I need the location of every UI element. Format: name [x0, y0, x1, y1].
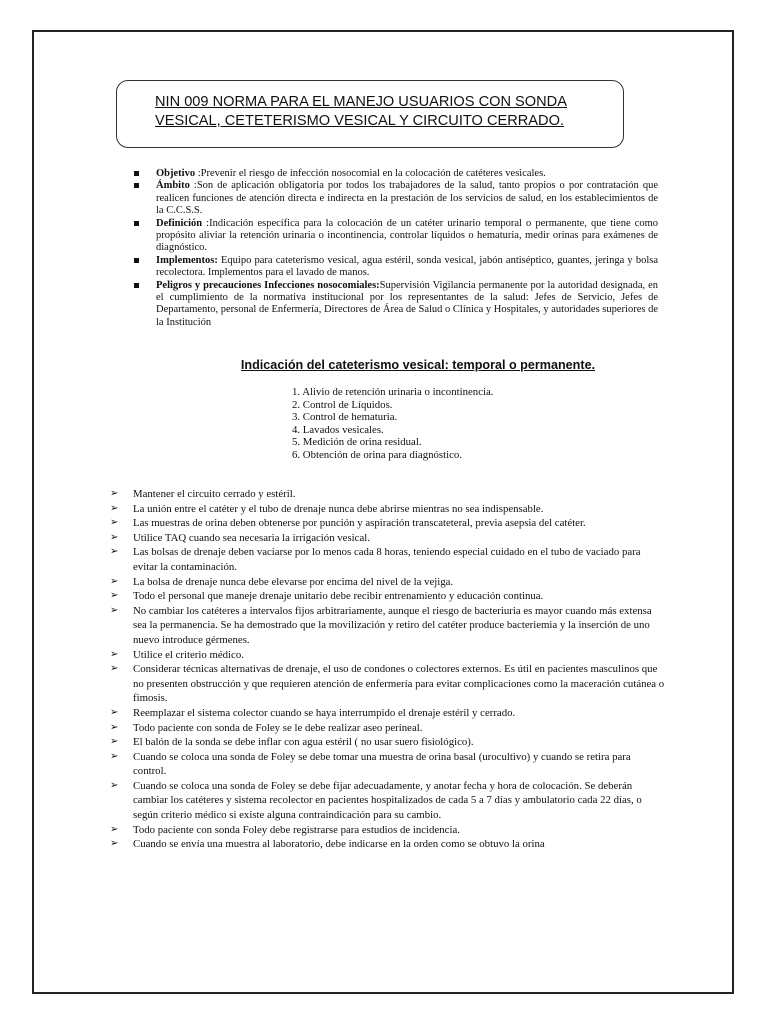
arrow-bullet-icon: ➢: [110, 838, 119, 850]
indication-item: 2. Control de Líquidos.: [292, 398, 393, 411]
square-bullet-icon: [134, 258, 139, 263]
definition-text: Prevenir el riesgo de infección nosocomial en la colocación de catéteres vesicales.: [200, 168, 546, 179]
rule-text: Cuando se coloca una sonda de Foley se debe tomar una muestra de orina basal (urocultivo) y cuando se retira para control.: [133, 750, 631, 778]
rule-item: [110, 779, 666, 823]
definition-term: Implementos:: [156, 254, 218, 266]
rule-text: Mantener el circuito cerrado y estéril.: [133, 488, 296, 500]
document-title-line-2: VESICAL, CETETERISMO VESICAL Y CIRCUITO CERRADO.: [155, 113, 564, 129]
square-bullet-icon: [134, 221, 139, 226]
definition-separator: :: [202, 217, 210, 229]
indication-item: 6. Obtención de orina para diagnóstico.: [292, 448, 462, 461]
definition-item: [134, 168, 658, 180]
arrow-bullet-icon: ➢: [110, 706, 119, 718]
arrow-bullet-icon: ➢: [110, 590, 119, 602]
rule-text: Todo paciente con sonda de Foley se le debe realizar aseo perineal.: [133, 721, 423, 734]
definition-separator: :: [189, 180, 197, 192]
arrow-bullet-icon: ➢: [110, 736, 119, 748]
rule-item: [110, 575, 666, 590]
rule-item: [110, 502, 666, 517]
arrow-bullet-icon: ➢: [110, 517, 119, 529]
rules-list: [110, 487, 666, 852]
definition-text: Indicación específica para la colocación de un catéter urinario temporal o permanente, que tiene como propósito aliviar la retención urinaria o incontinencia, controlar líquidos o hematuria, medir orinas para exámenes de diagnóstico.: [156, 217, 658, 254]
rule-text: Utilice TAQ cuando sea necesaria la irrigación vesical.: [133, 531, 370, 544]
definition-term: Ámbito: [156, 180, 190, 192]
definition-term: Objetivo: [156, 168, 196, 179]
rule-item: [110, 604, 666, 648]
rule-text: Considerar técnicas alternativas de drenaje, el uso de condones o colectores externos. Es útil en pacientes masculinos que no presenten obstrucción y que requieren atención de enfermería para evitar complicaciones como la maceración cutánea o fimosis.: [133, 663, 665, 705]
rule-text: Las bolsas de drenaje deben vaciarse por lo menos cada 8 horas, teniendo especial cuidado en el tubo de vaciado para evitar la contaminación.: [133, 546, 641, 573]
indication-item: 5. Medición de orina residual.: [292, 436, 422, 449]
rule-text: Reemplazar el sistema colector cuando se haya interrumpido el drenaje estéril y cerrado.: [133, 706, 516, 719]
rule-item: [110, 823, 666, 838]
definition-text: Son de aplicación obligatoria por todos los trabajadores de la salud, tanto propios o por contratación que realicen funciones de atención directa e indirecta en la prestación de los servicios de salud, en los establecimientos de la C.C.S.S.: [156, 180, 658, 217]
indications-list: [292, 386, 493, 462]
square-bullet-icon: [134, 183, 139, 188]
arrow-bullet-icon: ➢: [110, 779, 119, 791]
rule-item: [110, 706, 666, 721]
arrow-bullet-icon: ➢: [110, 488, 119, 499]
rule-item: [110, 837, 666, 852]
definition-text: Equipo para cateterismo vesical, agua estéril, sonda vesical, jabón antiséptico, guantes, jeringa y bolsa recolectora. Implementos para el lavado de manos.: [156, 254, 658, 279]
indication-item: 3. Control de hematuria.: [292, 411, 398, 424]
arrow-bullet-icon: ➢: [110, 604, 119, 616]
definition-term: Definición: [156, 217, 203, 229]
arrow-bullet-icon: ➢: [110, 663, 119, 675]
rule-item: [110, 516, 666, 531]
arrow-bullet-icon: ➢: [110, 750, 119, 762]
rule-item: [110, 531, 666, 546]
arrow-bullet-icon: ➢: [110, 648, 119, 660]
indication-item: 1. Alivio de retención urinaria o incontinencia.: [292, 386, 494, 398]
square-bullet-icon: [134, 171, 139, 176]
rule-item: [110, 735, 666, 750]
definition-item: [134, 218, 658, 255]
arrow-bullet-icon: ➢: [110, 531, 119, 543]
definition-text: Supervisión Vigilancia permanente por la autoridad designada, en el cumplimiento de la normativa institucional por los representantes de la salud: Jefes de Servicio, Jefes de Departamento, personal de Enfermería, Directores de Área de Salud o Clínica y Hospitales, y autoridades superiores de la Institución: [156, 279, 658, 328]
rule-item: [110, 662, 666, 706]
rule-item: [110, 589, 666, 604]
rule-text: No cambiar los catéteres a intervalos fijos arbitrariamente, aunque el riesgo de bacteriuria es mayor cuando más extensa sea la permanencia. Se ha demostrado que la movilización y retiro del catéter produce bacteriemia y la inserción de uno nuevo introduce gérmenes.: [133, 604, 652, 646]
definition-term: Peligros y precauciones Infecciones nosocomiales:: [156, 279, 380, 291]
indication-item: 4. Lavados vesicales.: [292, 423, 384, 436]
rule-text: Cuando se envía una muestra al laboratorio, debe indicarse en la orden como se obtuvo la orina: [133, 838, 545, 851]
rule-text: El balón de la sonda se debe inflar con agua estéril ( no usar suero fisiológico).: [133, 736, 474, 749]
rule-item: [110, 750, 666, 779]
definition-item: [134, 255, 658, 280]
arrow-bullet-icon: ➢: [110, 502, 119, 514]
arrow-bullet-icon: ➢: [110, 575, 119, 587]
document-title-line-1: NIN 009 NORMA PARA EL MANEJO USUARIOS CON SONDA: [155, 94, 567, 110]
rule-text: La unión entre el catéter y el tubo de drenaje nunca debe abrirse mientras no sea indispensable.: [133, 502, 544, 515]
rule-text: La bolsa de drenaje nunca debe elevarse por encima del nivel de la vejiga.: [133, 575, 454, 588]
arrow-bullet-icon: ➢: [110, 721, 119, 733]
square-bullet-icon: [134, 283, 139, 288]
definitions-list: [134, 168, 658, 329]
rule-text: Cuando se coloca una sonda de Foley se debe fijar adecuadamente, y anotar fecha y hora de colocación. Se deberán cambiar los catéteres y sistema recolector en pacientes hospitalizados de cada 5 a 7 días y ambulatorio cada 22 días, o según criterio médico si existe alguna contraindicación para su cambio.: [133, 779, 642, 822]
arrow-bullet-icon: ➢: [110, 546, 119, 558]
rule-text: Todo el personal que maneje drenaje unitario debe recibir entrenamiento y educación continua.: [133, 590, 544, 603]
definition-item: [134, 180, 658, 217]
rule-text: Utilice el criterio médico.: [133, 648, 244, 661]
rule-item: [110, 721, 666, 736]
rule-text: Todo paciente con sonda Foley debe registrarse para estudios de incidencia.: [133, 823, 460, 836]
indications-heading: Indicación del cateterismo vesical: temporal o permanente.: [240, 358, 596, 372]
rule-item: [110, 648, 666, 663]
arrow-bullet-icon: ➢: [110, 823, 119, 835]
definition-separator: :: [195, 168, 201, 179]
rule-item: [110, 487, 666, 502]
rule-text: Las muestras de orina deben obtenerse por punción y aspiración transcateteral, previa asepsia del catéter.: [133, 517, 586, 530]
definition-item: [134, 280, 658, 330]
rule-item: [110, 545, 666, 574]
document-title-box: [116, 80, 624, 148]
